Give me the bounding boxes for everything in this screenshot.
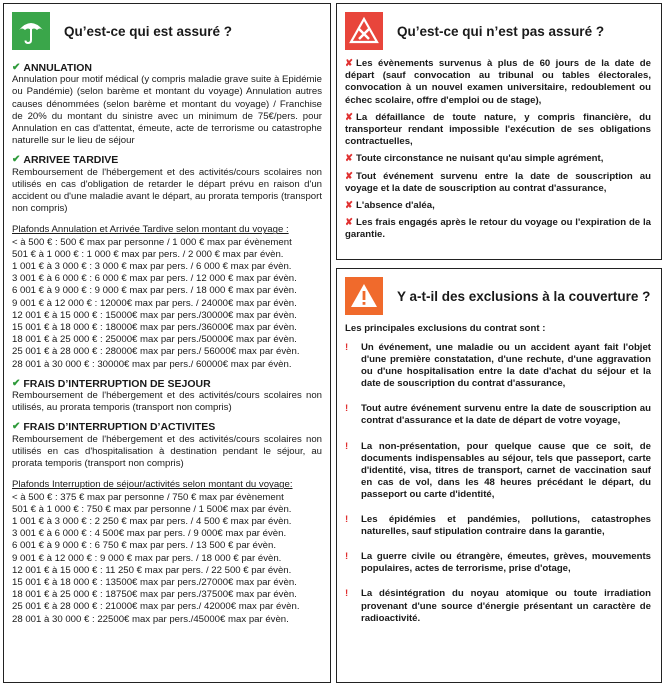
not-insured-text: L'absence d'aléa, — [356, 200, 435, 212]
not-insured-item — [345, 171, 651, 195]
check-icon: ✔ — [12, 377, 21, 389]
insured-header — [4, 4, 330, 50]
ceiling-row: 28 001 à 30 000 € : 30000€ max par pers./ 60000€ max par évèn. — [12, 358, 292, 370]
exclamation-icon: ! — [345, 440, 349, 452]
not-insured-text: La défaillance de toute nature, y compris financière, du transporteur rendant impossible l'exécution de ses obligations contractuelles, — [345, 111, 651, 148]
exclusion-text: Les épidémies et pandémies, pollutions, catastrophes naturelles, sauf stipulation contraire dans la garantie, — [361, 514, 651, 538]
exclusion-item — [345, 342, 651, 390]
ceiling-row: 6 001 € à 9 000 € : 6 750 € max par pers. / 13 500 € par évèn. — [12, 540, 277, 552]
section-title: ✔ ARRIVEE TARDIVE — [12, 154, 119, 167]
exclamation-icon: ! — [345, 588, 349, 600]
not-insured-item — [345, 217, 651, 241]
cross-mark-icon: ✘ — [345, 200, 354, 212]
cross-mark-icon: ✘ — [345, 153, 354, 165]
ceiling-row: 18 001 € à 25 000 € : 18750€ max par pers./37500€ max par évèn. — [12, 589, 297, 601]
exclusion-item — [345, 514, 651, 538]
ceiling-row: 3 001 € à 6 000 € : 6 000 € max par pers. / 12 000 € max par évèn. — [12, 273, 297, 285]
ceiling-table-title: Plafonds Interruption de séjour/activités selon montant du voyage: — [12, 479, 293, 491]
exclusion-text: La désintégration du noyau atomique ou toute irradiation provenant d'une source d'énergie présentant un caractère de radioactivité. — [361, 588, 651, 624]
ceiling-row: 25 001 € à 28 000 € : 28000€ max par pers./ 56000€ max par évèn. — [12, 346, 300, 358]
exclusion-text: La non-présentation, pour quelque cause que ce soit, de documents indispensables au séjour, tels que passeport, carte d'identité, visa, titres de transport, carnet de vaccination sauf en cas de vol, dans les 48 heures précédant le départ, du passeport ou carte d'identité, — [361, 440, 651, 500]
section-title: ✔ FRAIS D’INTERRUPTION DE SEJOUR — [12, 377, 211, 390]
ceiling-table — [12, 237, 322, 371]
exclusions-intro: Les principales exclusions du contrat sont : — [345, 323, 546, 334]
ceiling-row: 6 001 € à 9 000 € : 9 000 € max par pers. / 18 000 € max par évèn. — [12, 285, 297, 297]
ceiling-table — [12, 492, 322, 626]
ceiling-row: 1 001 € à 3 000 € : 3 000 € max par pers. / 6 000 € max par évèn. — [12, 261, 292, 273]
cross-mark-icon: ✘ — [345, 217, 354, 229]
exclusion-item — [345, 588, 651, 624]
ceiling-row: 501 € à 1 000 € : 1 000 € max par pers. / 2 000 € max par évèn. — [12, 248, 284, 260]
check-icon: ✔ — [12, 154, 21, 166]
ceiling-table-title: Plafonds Annulation et Arrivée Tardive selon montant du voyage : — [12, 224, 289, 236]
warning-icon — [345, 277, 383, 315]
ceiling-row: 9 001 € à 12 000 € : 9 000 € max par pers. / 18 000 € par évèn. — [12, 552, 282, 564]
section-text: Remboursement de l'hébergement et des activités/cours scolaires non utilisés en cas d'obligation de retarder le départ prévu en raison d'un accident ou d'une maladie avant le départ, au prorata temporis (transport non compris) — [12, 166, 322, 215]
not-insured-text: Toute circonstance ne nuisant qu'au simple agrément, — [356, 153, 604, 165]
section-text: Remboursement de l'hébergement et des activités/cours scolaires non utilisés en cas d'hospitalisation à destination pendant le séjour, au prorata temporis (transport non compris) — [12, 433, 322, 470]
ceiling-row: < à 500 € : 375 € max par personne / 750 € max par évènement — [12, 491, 284, 503]
section-title: ✔ ANNULATION — [12, 62, 93, 74]
ceiling-row: 3 001 € à 6 000 € : 4 500€ max par pers. / 9 000€ max par évèn. — [12, 528, 287, 540]
exclamation-icon: ! — [345, 551, 349, 563]
cross-icon — [345, 12, 383, 50]
not-insured-item — [345, 200, 651, 212]
check-icon: ✔ — [12, 421, 21, 433]
ceiling-row: 18 001 € à 25 000 € : 25000€ max par pers./50000€ max par évèn. — [12, 334, 297, 346]
section-text: Annulation pour motif médical (y compris maladie grave suite à Epidémie ou Pandémie) (selon barème et montant du voyage) Annulation autres causes dénommées (selon barème et montant du voyage) / Franchise de 20% du montant du sinistre avec un minimum de 75€/pers. pour Annulation en cas d'attentat, émeute, acte de terrorisme ou catastrophe naturelle sur le lieu de séjour — [12, 74, 322, 147]
ceiling-row: 1 001 € à 3 000 € : 2 250 € max par pers. / 4 500 € max par évèn. — [12, 515, 292, 527]
exclamation-icon: ! — [345, 514, 349, 526]
ceiling-row: 25 001 € à 28 000 € : 21000€ max par pers./ 42000€ max par évèn. — [12, 601, 300, 613]
not-insured-item — [345, 153, 651, 165]
not-insured-title: Qu’est-ce qui n’est pas assuré ? — [397, 23, 605, 39]
insured-title: Qu’est-ce qui est assuré ? — [64, 23, 233, 39]
check-icon: ✔ — [12, 62, 21, 73]
cross-mark-icon: ✘ — [345, 170, 354, 182]
section-text: Remboursement de l'hébergement et des activités/cours scolaires non utilisés, au prorata temporis (transport non compris) — [12, 390, 322, 414]
exclamation-icon: ! — [345, 403, 349, 415]
not-insured-item — [345, 112, 651, 149]
exclamation-icon: ! — [345, 342, 349, 353]
not-insured-item — [345, 58, 651, 107]
exclusion-text: Un événement, une maladie ou un accident ayant fait l'objet d'une première constatation, d'une rechute, d'une aggravation ou d'une hospitalisation entre la date d'achat du séjour et la date de souscription du contrat d'assurance, — [361, 342, 651, 390]
insured-panel — [3, 3, 331, 683]
not-insured-text: Les évènements survenus à plus de 60 jours de la date de départ (sauf convocation au tribunal ou tables électorales, convocation à un nouvel examen universitaire, redoublement ou échec scolaire, offre d'emploi ou de stage), — [345, 58, 651, 106]
not-insured-list — [337, 50, 661, 242]
ceiling-row: 15 001 € à 18 000 € : 18000€ max par pers./36000€ max par évèn. — [12, 322, 297, 334]
section-title: ✔ FRAIS D’INTERRUPTION D’ACTIVITES — [12, 421, 216, 434]
exclusion-item — [345, 551, 651, 575]
cross-mark-icon: ✘ — [345, 111, 354, 123]
exclusion-item — [345, 403, 651, 427]
not-insured-text: Les frais engagés après le retour du voyage ou l'expiration de la garantie. — [345, 217, 651, 241]
exclusions-title: Y a-t-il des exclusions à la couverture ? — [397, 288, 651, 304]
not-insured-panel — [336, 3, 662, 260]
ceiling-row: 28 001 à 30 000 € : 22500€ max par pers./45000€ max par évèn. — [12, 613, 289, 625]
cross-mark-icon: ✘ — [345, 58, 354, 69]
exclusions-header — [337, 269, 661, 315]
ceiling-row: 501 € à 1 000 € : 750 € max par personne / 1 500€ max par évèn. — [12, 503, 292, 515]
ceiling-row: 12 001 € à 15 000 € : 15000€ max par pers./30000€ max par évèn. — [12, 309, 297, 321]
not-insured-text: Tout événement survenu entre la date de souscription au voyage et la date de souscription au contrat d'assurance, — [345, 170, 651, 194]
ceiling-row: 12 001 € à 15 000 € : 11 250 € max par pers. / 22 500 € par évèn. — [12, 564, 292, 576]
ceiling-row: 15 001 € à 18 000 € : 13500€ max par pers./27000€ max par évèn. — [12, 576, 297, 588]
exclusion-text: Tout autre événement survenu entre la date de souscription au contrat d'assurance et la date de départ de votre voyage, — [361, 403, 651, 427]
ceiling-row: 9 001 € à 12 000 € : 12000€ max par pers. / 24000€ max par évèn. — [12, 297, 297, 309]
ceiling-row: < à 500 € : 500 € max par personne / 1 000 € max par évènement — [12, 236, 292, 248]
umbrella-icon — [12, 12, 50, 50]
exclusion-text: La guerre civile ou étrangère, émeutes, grèves, mouvements populaires, actes de terrorisme, prise d'otage, — [361, 551, 651, 575]
exclusions-list — [337, 334, 661, 625]
not-insured-header — [337, 4, 661, 50]
exclusion-item — [345, 441, 651, 501]
exclusions-panel — [336, 268, 662, 683]
